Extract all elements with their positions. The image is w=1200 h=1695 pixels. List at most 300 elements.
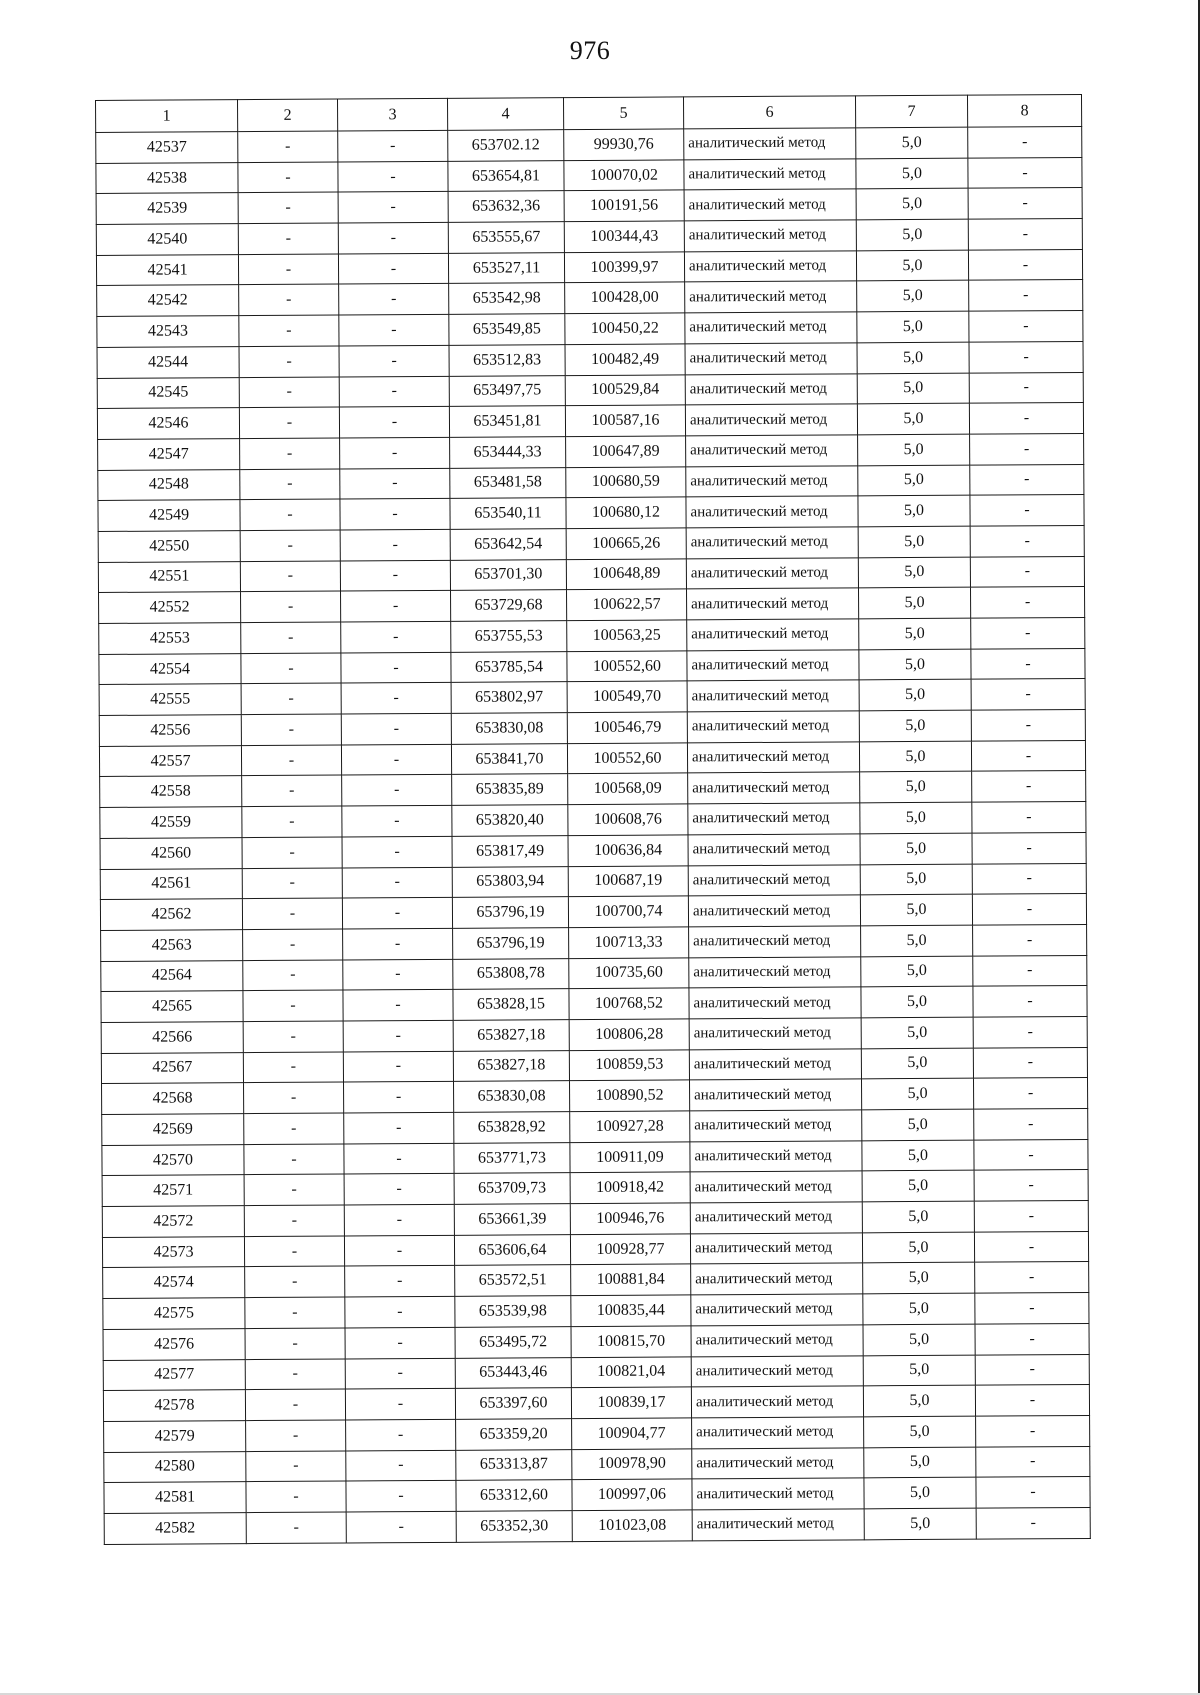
y-coordinate-cell: 100978,90 <box>572 1448 692 1479</box>
y-coordinate-cell: 100563,25 <box>567 620 687 651</box>
x-coordinate-cell: 653359,20 <box>456 1418 572 1449</box>
method-cell: аналитический метод <box>688 772 860 804</box>
accuracy-cell: 5,0 <box>857 281 969 312</box>
method-cell: аналитический метод <box>688 803 860 835</box>
method-cell: аналитический метод <box>692 1447 864 1479</box>
col-3-cell: - <box>342 867 452 898</box>
header-cell-col-7: 7 <box>855 95 967 128</box>
col-2-cell: - <box>245 1328 345 1359</box>
col-8-cell: - <box>974 1231 1088 1262</box>
col-3-cell: - <box>343 1051 453 1082</box>
accuracy-cell: 5,0 <box>862 1232 974 1263</box>
accuracy-cell: 5,0 <box>856 127 968 158</box>
col-8-cell: - <box>970 556 1084 587</box>
method-cell: аналитический метод <box>686 465 858 497</box>
method-cell: аналитический метод <box>687 650 859 682</box>
header-cell-col-5: 5 <box>563 97 683 130</box>
accuracy-cell: 5,0 <box>863 1263 975 1294</box>
y-coordinate-cell: 100552,60 <box>567 743 687 774</box>
col-8-cell: - <box>972 802 1086 833</box>
col-3-cell: - <box>339 345 449 376</box>
x-coordinate-cell: 653352,30 <box>456 1511 572 1542</box>
col-8-cell: - <box>975 1293 1089 1324</box>
x-coordinate-cell: 653830,08 <box>454 1081 570 1112</box>
col-8-cell: - <box>973 955 1087 986</box>
header-cell-col-8: 8 <box>967 94 1081 127</box>
x-coordinate-cell: 653817,49 <box>452 835 568 866</box>
method-cell: аналитический метод <box>692 1417 864 1449</box>
col-3-cell: - <box>344 1143 454 1174</box>
col-3-cell: - <box>342 805 452 836</box>
accuracy-cell: 5,0 <box>857 403 969 434</box>
col-3-cell: - <box>341 683 451 714</box>
y-coordinate-cell: 100568,09 <box>568 773 688 804</box>
col-2-cell: - <box>243 990 343 1021</box>
y-coordinate-cell: 100815,70 <box>571 1326 691 1357</box>
accuracy-cell: 5,0 <box>863 1324 975 1355</box>
y-coordinate-cell: 100687,19 <box>568 865 688 896</box>
col-3-cell: - <box>344 1235 454 1266</box>
col-2-cell: - <box>239 407 339 438</box>
accuracy-cell: 5,0 <box>862 1171 974 1202</box>
point-number-cell: 42569 <box>102 1114 244 1146</box>
method-cell: аналитический метод <box>685 343 857 375</box>
method-cell: аналитический метод <box>689 926 861 958</box>
method-cell: аналитический метод <box>686 588 858 620</box>
col-2-cell: - <box>238 131 338 162</box>
accuracy-cell: 5,0 <box>863 1355 975 1386</box>
x-coordinate-cell: 653540,11 <box>450 498 566 529</box>
point-number-cell: 42572 <box>102 1206 244 1238</box>
col-2-cell: - <box>241 622 341 653</box>
accuracy-cell: 5,0 <box>862 1201 974 1232</box>
accuracy-cell: 5,0 <box>857 311 969 342</box>
point-number-cell: 42538 <box>96 162 238 194</box>
x-coordinate-cell: 653512,83 <box>449 344 565 375</box>
col-8-cell: - <box>970 433 1084 464</box>
col-8-cell: - <box>971 617 1085 648</box>
col-2-cell: - <box>244 1082 344 1113</box>
y-coordinate-cell: 100482,49 <box>565 344 685 375</box>
point-number-cell: 42543 <box>97 316 239 348</box>
y-coordinate-cell: 100648,89 <box>566 559 686 590</box>
col-8-cell: - <box>975 1323 1089 1354</box>
col-8-cell: - <box>976 1507 1090 1538</box>
point-number-cell: 42578 <box>103 1390 245 1422</box>
point-number-cell: 42575 <box>103 1298 245 1330</box>
method-cell: аналитический метод <box>687 619 859 651</box>
method-cell: аналитический метод <box>684 220 856 252</box>
x-coordinate-cell: 653835,89 <box>452 774 568 805</box>
point-number-cell: 42565 <box>101 991 243 1023</box>
y-coordinate-cell: 100622,57 <box>567 589 687 620</box>
col-8-cell: - <box>974 1108 1088 1139</box>
point-number-cell: 42539 <box>96 193 238 225</box>
col-8-cell: - <box>971 710 1085 741</box>
y-coordinate-cell: 100928,77 <box>570 1234 690 1265</box>
x-coordinate-cell: 653755,53 <box>451 621 567 652</box>
y-coordinate-cell: 100428,00 <box>565 282 685 313</box>
col-8-cell: - <box>974 1139 1088 1170</box>
x-coordinate-cell: 653709,73 <box>454 1173 570 1204</box>
y-coordinate-cell: 100546,79 <box>567 712 687 743</box>
y-coordinate-cell: 100549,70 <box>567 681 687 712</box>
col-8-cell: - <box>971 679 1085 710</box>
accuracy-cell: 5,0 <box>863 1385 975 1416</box>
y-coordinate-cell: 99930,76 <box>564 129 684 160</box>
accuracy-cell: 5,0 <box>860 864 972 895</box>
col-8-cell: - <box>970 464 1084 495</box>
x-coordinate-cell: 653572,51 <box>455 1265 571 1296</box>
method-cell: аналитический метод <box>689 987 861 1019</box>
accuracy-cell: 5,0 <box>864 1477 976 1508</box>
method-cell: аналитический метод <box>688 895 860 927</box>
x-coordinate-cell: 653729,68 <box>451 590 567 621</box>
point-number-cell: 42580 <box>104 1451 246 1483</box>
col-8-cell: - <box>970 495 1084 526</box>
col-8-cell: - <box>973 986 1087 1017</box>
header-cell-col-6: 6 <box>683 96 855 129</box>
col-8-cell: - <box>974 1170 1088 1201</box>
accuracy-cell: 5,0 <box>858 587 970 618</box>
method-cell: аналитический метод <box>684 128 856 160</box>
accuracy-cell: 5,0 <box>858 557 970 588</box>
col-2-cell: - <box>238 254 338 285</box>
x-coordinate-cell: 653444,33 <box>450 437 566 468</box>
col-8-cell: - <box>969 372 1083 403</box>
accuracy-cell: 5,0 <box>856 189 968 220</box>
method-cell: аналитический метод <box>686 557 858 589</box>
col-2-cell: - <box>242 806 342 837</box>
x-coordinate-cell: 653808,78 <box>453 958 569 989</box>
col-3-cell: - <box>345 1266 455 1297</box>
col-2-cell: - <box>239 315 339 346</box>
col-3-cell: - <box>342 898 452 929</box>
x-coordinate-cell: 653771,73 <box>454 1142 570 1173</box>
col-8-cell: - <box>971 648 1085 679</box>
method-cell: аналитический метод <box>688 834 860 866</box>
point-number-cell: 42570 <box>102 1144 244 1176</box>
col-2-cell: - <box>240 530 340 561</box>
y-coordinate-cell: 100835,44 <box>571 1295 691 1326</box>
col-8-cell: - <box>969 341 1083 372</box>
col-8-cell: - <box>976 1446 1090 1477</box>
point-number-cell: 42582 <box>104 1513 246 1545</box>
method-cell: аналитический метод <box>687 680 859 712</box>
accuracy-cell: 5,0 <box>860 833 972 864</box>
method-cell: аналитический метод <box>691 1294 863 1326</box>
col-3-cell: - <box>340 499 450 530</box>
col-2-cell: - <box>246 1481 346 1512</box>
col-3-cell: - <box>344 1082 454 1113</box>
col-2-cell: - <box>238 192 338 223</box>
method-cell: аналитический метод <box>689 956 861 988</box>
col-3-cell: - <box>345 1296 455 1327</box>
x-coordinate-cell: 653542,98 <box>449 283 565 314</box>
col-3-cell: - <box>345 1327 455 1358</box>
col-2-cell: - <box>245 1266 345 1297</box>
y-coordinate-cell: 100735,60 <box>569 957 689 988</box>
method-cell: аналитический метод <box>686 435 858 467</box>
col-3-cell: - <box>338 253 448 284</box>
col-2-cell: - <box>242 898 342 929</box>
col-3-cell: - <box>338 161 448 192</box>
col-2-cell: - <box>244 1144 344 1175</box>
col-2-cell: - <box>239 284 339 315</box>
header-cell-col-4: 4 <box>447 98 563 131</box>
x-coordinate-cell: 653606,64 <box>454 1234 570 1265</box>
col-8-cell: - <box>973 1047 1087 1078</box>
col-3-cell: - <box>341 713 451 744</box>
y-coordinate-cell: 100806,28 <box>569 1019 689 1050</box>
x-coordinate-cell: 653830,08 <box>451 713 567 744</box>
point-number-cell: 42576 <box>103 1328 245 1360</box>
point-number-cell: 42544 <box>97 346 239 378</box>
col-3-cell: - <box>338 192 448 223</box>
col-2-cell: - <box>242 837 342 868</box>
col-8-cell: - <box>973 924 1087 955</box>
accuracy-cell: 5,0 <box>861 1078 973 1109</box>
col-8-cell: - <box>968 219 1082 250</box>
y-coordinate-cell: 100839,17 <box>571 1387 691 1418</box>
col-3-cell: - <box>341 652 451 683</box>
x-coordinate-cell: 653451,81 <box>449 406 565 437</box>
col-8-cell: - <box>968 126 1082 157</box>
method-cell: аналитический метод <box>685 281 857 313</box>
method-cell: аналитический метод <box>685 312 857 344</box>
x-coordinate-cell: 653785,54 <box>451 651 567 682</box>
col-3-cell: - <box>343 959 453 990</box>
accuracy-cell: 5,0 <box>856 219 968 250</box>
x-coordinate-cell: 653827,18 <box>453 1050 569 1081</box>
col-3-cell: - <box>338 222 448 253</box>
x-coordinate-cell: 653539,98 <box>455 1296 571 1327</box>
method-cell: аналитический метод <box>690 1110 862 1142</box>
y-coordinate-cell: 100890,52 <box>570 1080 690 1111</box>
col-3-cell: - <box>340 437 450 468</box>
header-cell-col-1: 1 <box>96 100 238 133</box>
col-3-cell: - <box>345 1389 455 1420</box>
page-number: 976 <box>569 36 611 65</box>
method-cell: аналитический метод <box>684 251 856 283</box>
x-coordinate-cell: 653802,97 <box>451 682 567 713</box>
accuracy-cell: 5,0 <box>859 710 971 741</box>
col-3-cell: - <box>341 591 451 622</box>
y-coordinate-cell: 100450,22 <box>565 313 685 344</box>
col-8-cell: - <box>972 894 1086 925</box>
col-8-cell: - <box>975 1354 1089 1385</box>
point-number-cell: 42567 <box>101 1052 243 1084</box>
col-3-cell: - <box>339 314 449 345</box>
point-number-cell: 42551 <box>98 561 240 593</box>
col-2-cell: - <box>243 1021 343 1052</box>
col-8-cell: - <box>976 1415 1090 1446</box>
header-cell-col-3: 3 <box>337 98 447 131</box>
col-3-cell: - <box>340 560 450 591</box>
col-8-cell: - <box>972 832 1086 863</box>
accuracy-cell: 5,0 <box>861 925 973 956</box>
col-8-cell: - <box>970 587 1084 618</box>
method-cell: аналитический метод <box>685 373 857 405</box>
point-number-cell: 42559 <box>100 807 242 839</box>
col-2-cell: - <box>244 1205 344 1236</box>
point-number-cell: 42563 <box>101 929 243 961</box>
method-cell: аналитический метод <box>685 404 857 436</box>
method-cell: аналитический метод <box>690 1171 862 1203</box>
point-number-cell: 42545 <box>97 377 239 409</box>
x-coordinate-cell: 653828,15 <box>453 989 569 1020</box>
accuracy-cell: 5,0 <box>859 741 971 772</box>
col-3-cell: - <box>342 836 452 867</box>
accuracy-cell: 5,0 <box>857 342 969 373</box>
col-2-cell: - <box>241 714 341 745</box>
accuracy-cell: 5,0 <box>860 802 972 833</box>
col-2-cell: - <box>239 377 339 408</box>
y-coordinate-cell: 100647,89 <box>566 436 686 467</box>
col-8-cell: - <box>975 1262 1089 1293</box>
col-2-cell: - <box>246 1420 346 1451</box>
y-coordinate-cell: 100997,06 <box>572 1479 692 1510</box>
x-coordinate-cell: 653495,72 <box>455 1326 571 1357</box>
y-coordinate-cell: 100713,33 <box>569 927 689 958</box>
accuracy-cell: 5,0 <box>862 1140 974 1171</box>
accuracy-cell: 5,0 <box>864 1447 976 1478</box>
point-number-cell: 42568 <box>102 1083 244 1115</box>
col-2-cell: - <box>240 438 340 469</box>
accuracy-cell: 5,0 <box>858 495 970 526</box>
col-3-cell: - <box>343 1020 453 1051</box>
accuracy-cell: 5,0 <box>861 1048 973 1079</box>
x-coordinate-cell: 653841,70 <box>451 743 567 774</box>
point-number-cell: 42556 <box>99 715 241 747</box>
col-3-cell: - <box>339 376 449 407</box>
col-3-cell: - <box>342 775 452 806</box>
method-cell: аналитический метод <box>686 496 858 528</box>
x-coordinate-cell: 653654,81 <box>448 160 564 191</box>
col-3-cell: - <box>346 1481 456 1512</box>
col-8-cell: - <box>968 157 1082 188</box>
point-number-cell: 42540 <box>96 224 238 256</box>
y-coordinate-cell: 100918,42 <box>570 1172 690 1203</box>
col-8-cell: - <box>970 525 1084 556</box>
method-cell: аналитический метод <box>686 527 858 559</box>
col-3-cell: - <box>338 130 448 161</box>
coordinates-table <box>95 94 1091 1545</box>
col-2-cell: - <box>243 960 343 991</box>
col-3-cell: - <box>346 1450 456 1481</box>
accuracy-cell: 5,0 <box>859 618 971 649</box>
y-coordinate-cell: 100636,84 <box>568 835 688 866</box>
col-2-cell: - <box>246 1451 346 1482</box>
point-number-cell: 42558 <box>100 776 242 808</box>
point-number-cell: 42552 <box>99 592 241 624</box>
x-coordinate-cell: 653803,94 <box>452 866 568 897</box>
accuracy-cell: 5,0 <box>856 158 968 189</box>
col-8-cell: - <box>969 280 1083 311</box>
point-number-cell: 42548 <box>98 469 240 501</box>
col-2-cell: - <box>242 775 342 806</box>
x-coordinate-cell: 653642,54 <box>450 529 566 560</box>
col-2-cell: - <box>245 1358 345 1389</box>
x-coordinate-cell: 653555,67 <box>448 222 564 253</box>
point-number-cell: 42541 <box>96 254 238 286</box>
col-2-cell: - <box>243 1052 343 1083</box>
x-coordinate-cell: 653828,92 <box>454 1112 570 1143</box>
col-3-cell: - <box>344 1204 454 1235</box>
y-coordinate-cell: 100700,74 <box>568 896 688 927</box>
col-8-cell: - <box>968 249 1082 280</box>
accuracy-cell: 5,0 <box>858 526 970 557</box>
x-coordinate-cell: 653702.12 <box>448 130 564 161</box>
accuracy-cell: 5,0 <box>859 680 971 711</box>
method-cell: аналитический метод <box>684 159 856 191</box>
method-cell: аналитический метод <box>691 1325 863 1357</box>
col-2-cell: - <box>238 223 338 254</box>
x-coordinate-cell: 653497,75 <box>449 375 565 406</box>
x-coordinate-cell: 653632,36 <box>448 191 564 222</box>
x-coordinate-cell: 653312,60 <box>456 1480 572 1511</box>
col-2-cell: - <box>238 162 338 193</box>
col-3-cell: - <box>344 1112 454 1143</box>
y-coordinate-cell: 101023,08 <box>572 1510 692 1541</box>
y-coordinate-cell: 100399,97 <box>564 252 684 283</box>
point-number-cell: 42549 <box>98 500 240 532</box>
col-3-cell: - <box>340 529 450 560</box>
method-cell: аналитический метод <box>690 1233 862 1265</box>
col-3-cell: - <box>346 1511 456 1542</box>
method-cell: аналитический метод <box>688 864 860 896</box>
point-number-cell: 42571 <box>102 1175 244 1207</box>
accuracy-cell: 5,0 <box>860 894 972 925</box>
x-coordinate-cell: 653443,46 <box>455 1357 571 1388</box>
point-number-cell: 42560 <box>100 837 242 869</box>
x-coordinate-cell: 653701,30 <box>450 559 566 590</box>
y-coordinate-cell: 100665,26 <box>566 528 686 559</box>
x-coordinate-cell: 653549,85 <box>449 314 565 345</box>
col-2-cell: - <box>241 683 341 714</box>
method-cell: аналитический метод <box>687 711 859 743</box>
col-2-cell: - <box>243 929 343 960</box>
col-8-cell: - <box>973 1078 1087 1109</box>
col-8-cell: - <box>972 771 1086 802</box>
col-8-cell: - <box>968 188 1082 219</box>
x-coordinate-cell: 653796,19 <box>452 897 568 928</box>
col-8-cell: - <box>975 1385 1089 1416</box>
col-2-cell: - <box>240 469 340 500</box>
x-coordinate-cell: 653397,60 <box>455 1388 571 1419</box>
col-8-cell: - <box>973 1016 1087 1047</box>
method-cell: аналитический метод <box>687 742 859 774</box>
point-number-cell: 42573 <box>102 1236 244 1268</box>
col-8-cell: - <box>976 1477 1090 1508</box>
col-3-cell: - <box>340 468 450 499</box>
col-2-cell: - <box>244 1174 344 1205</box>
col-3-cell: - <box>341 621 451 652</box>
col-8-cell: - <box>971 740 1085 771</box>
col-3-cell: - <box>339 284 449 315</box>
y-coordinate-cell: 100911,09 <box>570 1142 690 1173</box>
method-cell: аналитический метод <box>689 1018 861 1050</box>
point-number-cell: 42555 <box>99 684 241 716</box>
y-coordinate-cell: 100927,28 <box>570 1111 690 1142</box>
accuracy-cell: 5,0 <box>864 1416 976 1447</box>
col-3-cell: - <box>345 1358 455 1389</box>
y-coordinate-cell: 100904,77 <box>572 1418 692 1449</box>
point-number-cell: 42564 <box>101 960 243 992</box>
x-coordinate-cell: 653796,19 <box>453 927 569 958</box>
method-cell: аналитический метод <box>691 1355 863 1387</box>
col-8-cell: - <box>974 1201 1088 1232</box>
